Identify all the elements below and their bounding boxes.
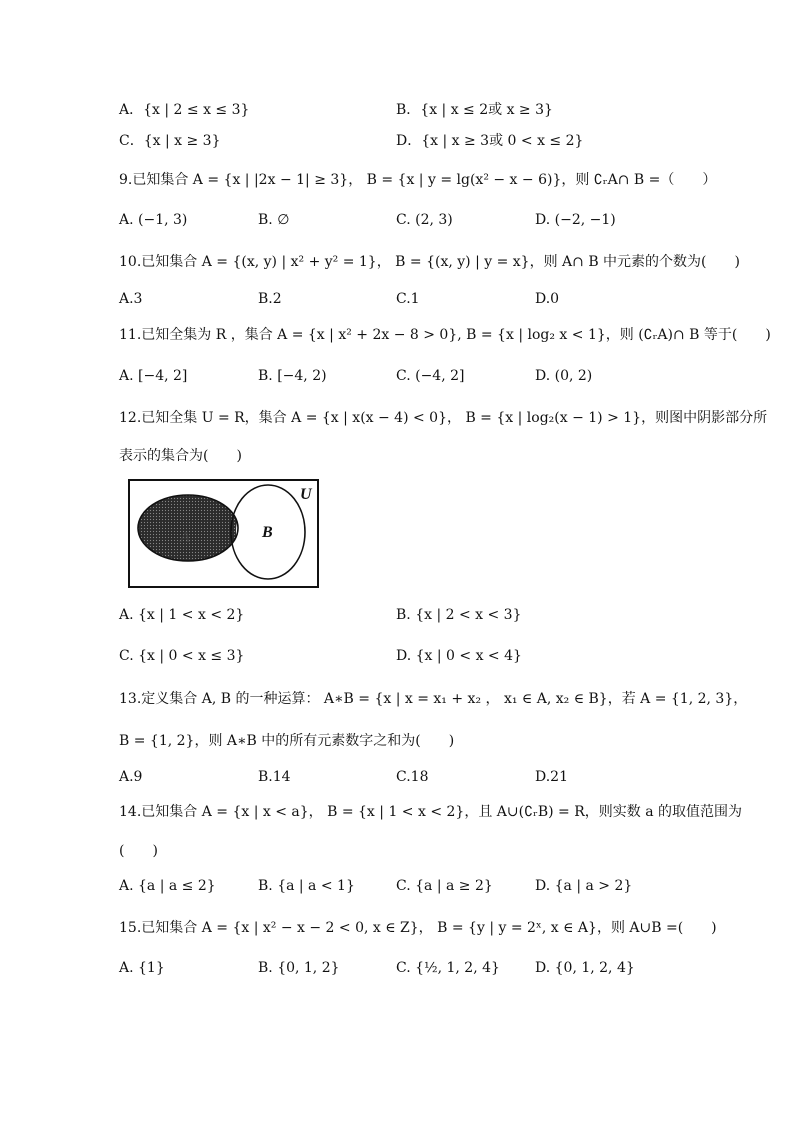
question-13-option-b: B.14 [258, 769, 291, 785]
question-13-option-a: A.9 [119, 769, 143, 785]
question-10-option-c: C.1 [396, 291, 420, 307]
question-10-option-a: A.3 [119, 291, 143, 307]
question-15-option-c: C. {½, 1, 2, 4} [396, 960, 500, 976]
question-13-stem-line2: B = {1, 2}，则 A∗B 中的所有元素数字之和为( ) [119, 733, 455, 749]
question-11-stem: 11.已知全集为 R ，集合 A = {x | x² + 2x − 8 > 0}, B = {x | log₂ x < 1}，则 (∁ᵣA)∩ B 等于( ) [119, 327, 771, 343]
question-10-option-b: B.2 [258, 291, 282, 307]
question-13-option-d: D.21 [535, 769, 568, 785]
question-11-option-c: C. (−4, 2] [396, 368, 465, 384]
question-14-option-d: D. {a | a > 2} [535, 878, 633, 894]
question-13-stem-line1: 13.定义集合 A, B 的一种运算： A∗B = {x | x = x₁ + x₂ ， x₁ ∈ A, x₂ ∈ B}，若 A = {1, 2, 3}， [119, 691, 748, 707]
venn-label-u: U [300, 486, 312, 503]
venn-label-b: B [262, 524, 273, 541]
venn-label-a: A [180, 529, 191, 546]
question-15-stem: 15.已知集合 A = {x | x² − x − 2 < 0, x ∈ Z}， B = {y | y = 2ˣ, x ∈ A}，则 A∪B =( ) [119, 920, 717, 936]
question-15-option-a: A. {1} [119, 960, 165, 976]
question-13-option-c: C.18 [396, 769, 429, 785]
question-9-stem: 9.已知集合 A = {x | |2x − 1| ≥ 3}， B = {x | y = lg(x² − x − 6)}，则 ∁ᵣA∩ B =（ ） [119, 172, 717, 188]
top-option-a: A．{x | 2 ≤ x ≤ 3} [119, 102, 250, 118]
question-12-stem-line1: 12.已知全集 U = R，集合 A = {x | x(x − 4) < 0}， B = {x | log₂(x − 1) > 1}，则图中阴影部分所 [119, 410, 768, 426]
question-14-option-b: B. {a | a < 1} [258, 878, 355, 894]
question-15-option-d: D. {0, 1, 2, 4} [535, 960, 635, 976]
question-9-option-b: B. ∅ [258, 212, 290, 228]
question-11-option-a: A. [−4, 2] [119, 368, 188, 384]
question-11-option-d: D. (0, 2) [535, 368, 593, 384]
top-option-d: D．{x | x ≥ 3或 0 < x ≤ 2} [396, 133, 584, 149]
question-15-option-b: B. {0, 1, 2} [258, 960, 340, 976]
question-12-option-d: D. {x | 0 < x < 4} [396, 648, 522, 664]
question-14-option-a: A. {a | a ≤ 2} [119, 878, 216, 894]
question-10-option-d: D.0 [535, 291, 560, 307]
question-12-option-a: A. {x | 1 < x < 2} [119, 607, 245, 623]
question-10-stem: 10.已知集合 A = {(x, y) | x² + y² = 1}， B = {(x, y) | y = x}，则 A∩ B 中元素的个数为( ) [119, 254, 740, 270]
venn-diagram [128, 479, 320, 589]
question-14-stem-line2: ( ) [119, 843, 158, 859]
question-14-option-c: C. {a | a ≥ 2} [396, 878, 493, 894]
question-12-stem-line2: 表示的集合为( ) [119, 448, 242, 464]
question-11-option-b: B. [−4, 2) [258, 368, 327, 384]
question-9-option-a: A. (−1, 3) [119, 212, 188, 228]
top-option-b: B．{x | x ≤ 2或 x ≥ 3} [396, 102, 553, 118]
question-9-option-d: D. (−2, −1) [535, 212, 616, 228]
question-14-stem-line1: 14.已知集合 A = {x | x < a}， B = {x | 1 < x < 2}，且 A∪(∁ᵣB) = R，则实数 a 的取值范围为 [119, 804, 743, 820]
question-12-option-c: C. {x | 0 < x ≤ 3} [119, 648, 245, 664]
question-9-option-c: C. (2, 3) [396, 212, 453, 228]
top-option-c: C．{x | x ≥ 3} [119, 133, 221, 149]
question-12-option-b: B. {x | 2 < x < 3} [396, 607, 522, 623]
